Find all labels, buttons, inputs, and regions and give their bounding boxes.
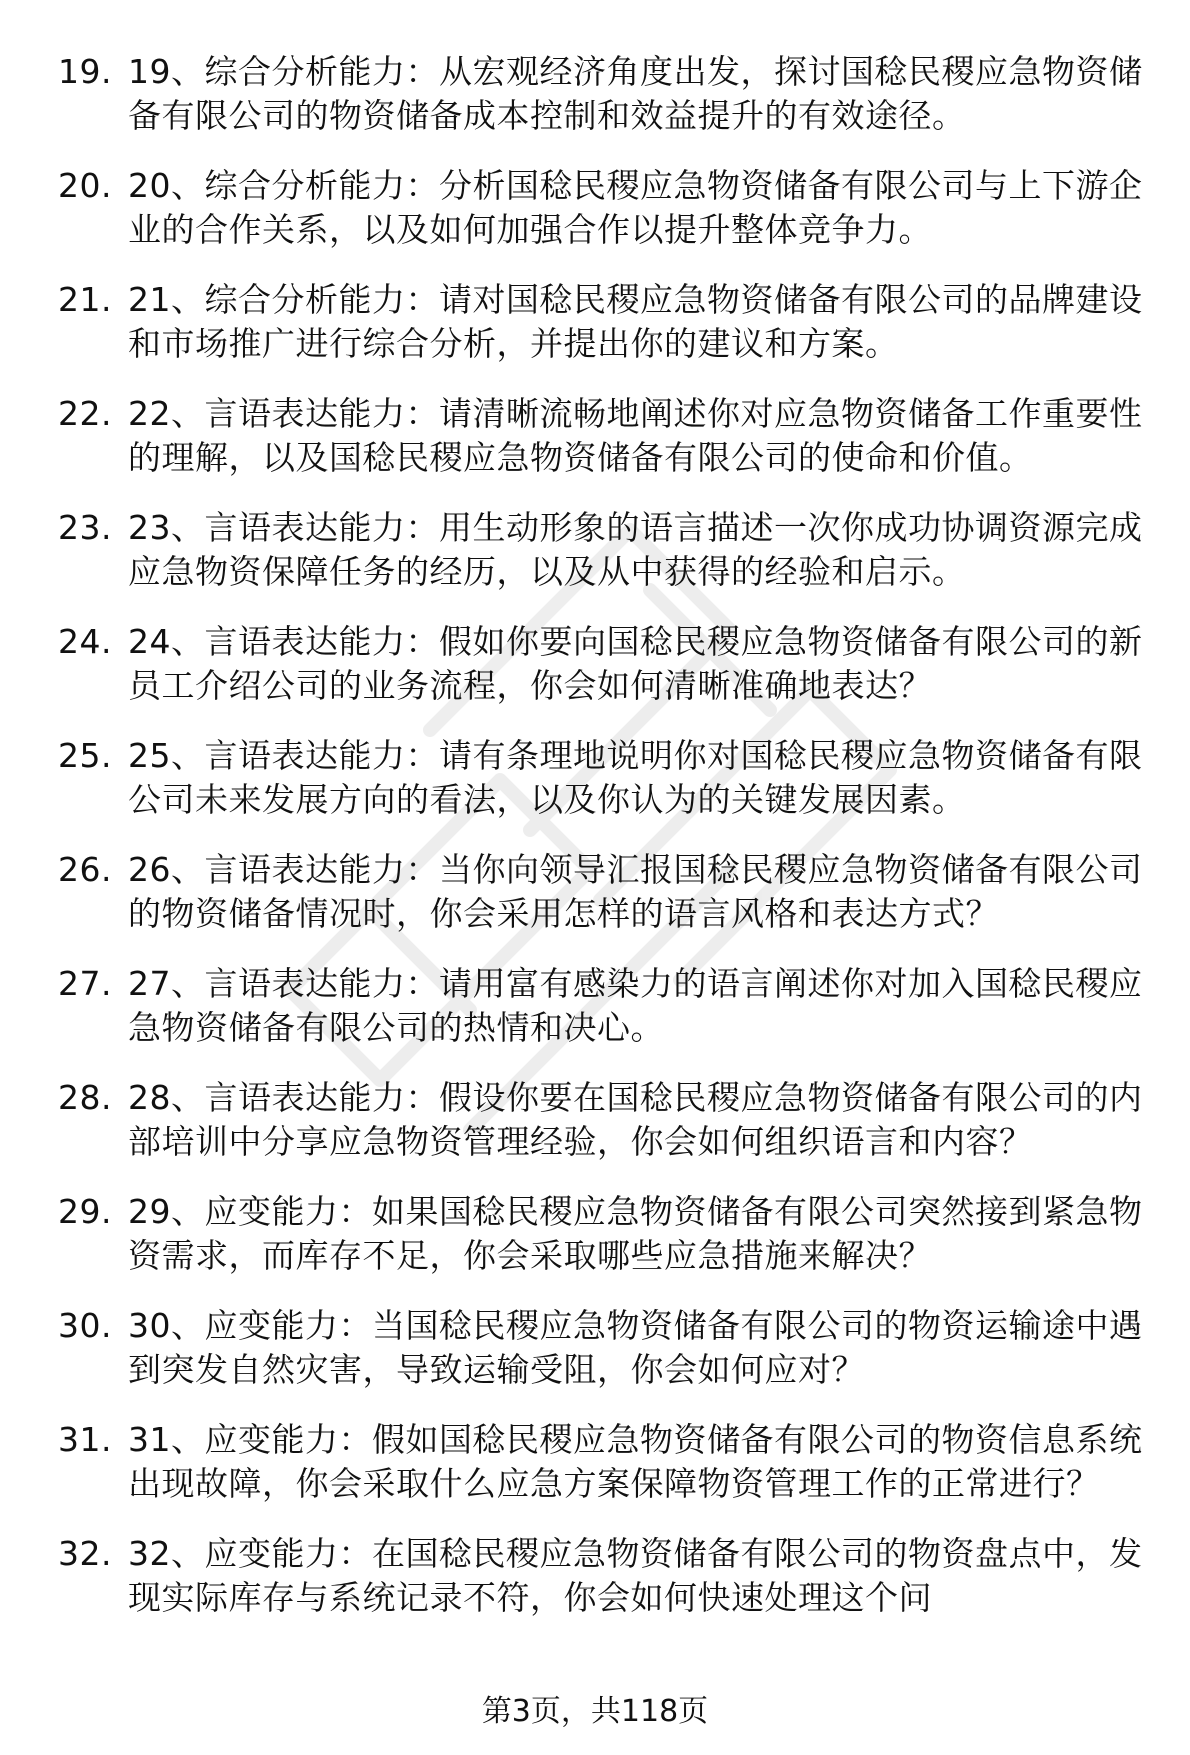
item-text: 20、综合分析能力：分析国稔民稷应急物资储备有限公司与上下游企业的合作关系，以及如何加强合作以提升整体竞争力。 xyxy=(128,166,1143,249)
item-text: 30、应变能力：当国稔民稷应急物资储备有限公司的物资运输途中遇到突发自然灾害，导致运输受阻，你会如何应对？ xyxy=(128,1306,1143,1389)
item-number: 23. xyxy=(58,508,112,547)
list-item xyxy=(58,1076,1148,1164)
list-item xyxy=(58,1418,1148,1506)
item-text: 22、言语表达能力：请清晰流畅地阐述你对应急物资储备工作重要性的理解，以及国稔民稷应急物资储备有限公司的使命和价值。 xyxy=(128,394,1143,477)
item-number: 27. xyxy=(58,964,112,1003)
item-number: 24. xyxy=(58,622,112,661)
item-number: 32. xyxy=(58,1534,112,1573)
item-text: 19、综合分析能力：从宏观经济角度出发，探讨国稔民稷应急物资储备有限公司的物资储备成本控制和效益提升的有效途径。 xyxy=(128,52,1143,135)
list-item xyxy=(58,1304,1148,1392)
item-text: 26、言语表达能力：当你向领导汇报国稔民稷应急物资储备有限公司的物资储备情况时，你会采用怎样的语言风格和表达方式？ xyxy=(128,850,1143,933)
list-item xyxy=(58,164,1148,252)
list-item xyxy=(58,734,1148,822)
list-item xyxy=(58,278,1148,366)
item-text: 28、言语表达能力：假设你要在国稔民稷应急物资储备有限公司的内部培训中分享应急物资管理经验，你会如何组织语言和内容？ xyxy=(128,1078,1143,1161)
page-footer: 第3页，共118页 xyxy=(481,1694,709,1729)
list-item xyxy=(58,848,1148,936)
item-number: 22. xyxy=(58,394,112,433)
item-number: 21. xyxy=(58,280,112,319)
list-item xyxy=(58,962,1148,1050)
item-text: 29、应变能力：如果国稔民稷应急物资储备有限公司突然接到紧急物资需求，而库存不足，你会采取哪些应急措施来解决？ xyxy=(128,1192,1143,1275)
item-text: 25、言语表达能力：请有条理地说明你对国稔民稷应急物资储备有限公司未来发展方向的看法，以及你认为的关键发展因素。 xyxy=(128,736,1143,819)
item-text: 21、综合分析能力：请对国稔民稷应急物资储备有限公司的品牌建设和市场推广进行综合分析，并提出你的建议和方案。 xyxy=(128,280,1143,363)
question-list xyxy=(58,50,1148,1646)
item-text: 32、应变能力：在国稔民稷应急物资储备有限公司的物资盘点中，发现实际库存与系统记录不符，你会如何快速处理这个问 xyxy=(128,1534,1143,1617)
item-number: 25. xyxy=(58,736,112,775)
item-number: 19. xyxy=(58,52,112,91)
item-number: 31. xyxy=(58,1420,112,1459)
list-item xyxy=(58,1190,1148,1278)
item-number: 26. xyxy=(58,850,112,889)
list-item xyxy=(58,50,1148,138)
item-text: 24、言语表达能力：假如你要向国稔民稷应急物资储备有限公司的新员工介绍公司的业务流程，你会如何清晰准确地表达？ xyxy=(128,622,1143,705)
list-item xyxy=(58,392,1148,480)
item-text: 27、言语表达能力：请用富有感染力的语言阐述你对加入国稔民稷应急物资储备有限公司的热情和决心。 xyxy=(128,964,1143,1047)
item-number: 20. xyxy=(58,166,112,205)
item-number: 28. xyxy=(58,1078,112,1117)
item-text: 23、言语表达能力：用生动形象的语言描述一次你成功协调资源完成应急物资保障任务的经历，以及从中获得的经验和启示。 xyxy=(128,508,1143,591)
list-item xyxy=(58,506,1148,594)
item-text: 31、应变能力：假如国稔民稷应急物资储备有限公司的物资信息系统出现故障，你会采取什么应急方案保障物资管理工作的正常进行？ xyxy=(128,1420,1143,1503)
item-number: 30. xyxy=(58,1306,112,1345)
item-number: 29. xyxy=(58,1192,112,1231)
list-item xyxy=(58,1532,1148,1620)
list-item xyxy=(58,620,1148,708)
